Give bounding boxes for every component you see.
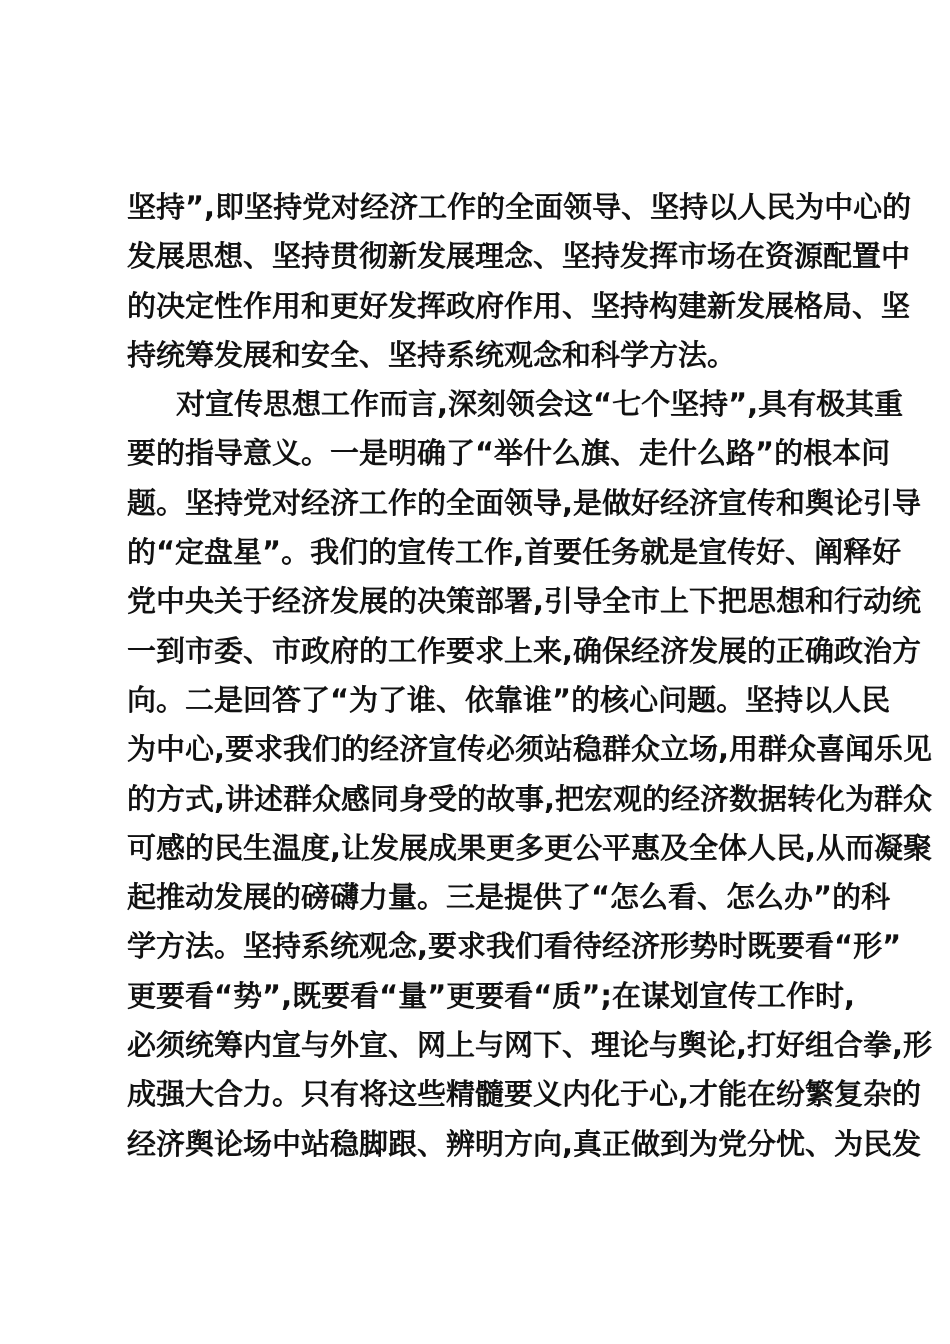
text-line: 向。二是回答了“为了谁、依靠谁”的核心问题。坚持以人民 [127,682,891,717]
body-text [127,183,933,1169]
text-line: 学方法。坚持系统观念,要求我们看待经济形势时既要看“形” [127,929,902,964]
text-line: 可感的民生温度,让发展成果更多更公平惠及全体人民,从而凝聚 [127,830,933,865]
text-line: 为中心,要求我们的经济宣传必须站稳群众立场,用群众喜闻乐见 [127,732,933,767]
paragraph-2 [127,380,933,1169]
text-line: 的“定盘星”。我们的宣传工作,首要任务就是宣传好、阐释好 [127,535,902,570]
text-line: 成强大合力。只有将这些精髓要义内化于心,才能在纷繁复杂的 [127,1077,922,1112]
text-line: 起推动发展的磅礴力量。三是提供了“怎么看、怎么办”的科 [127,880,891,915]
text-line: 一到市委、市政府的工作要求上来,确保经济发展的正确政治方 [127,633,922,668]
text-line: 对宣传思想工作而言,深刻领会这“七个坚持”,具有极其重 [176,387,904,422]
text-line: 的决定性作用和更好发挥政府作用、坚持构建新发展格局、坚 [127,288,911,323]
text-line: 持统筹发展和安全、坚持系统观念和科学方法。 [127,337,737,372]
text-line: 坚持”,即坚持党对经济工作的全面领导、坚持以人民为中心的 [127,190,912,224]
text-line: 更要看“势”,既要看“量”更要看“质”;在谋划宣传工作时, [127,978,855,1013]
text-line: 必须统筹内宣与外宣、网上与网下、理论与舆论,打好组合拳,形 [127,1028,933,1063]
text-line: 经济舆论场中站稳脚跟、辨明方向,真正做到为党分忧、为民发 [127,1126,922,1161]
text-line: 的方式,讲述群众感同身受的故事,把宏观的经济数据转化为群众 [127,781,933,816]
text-line: 要的指导意义。一是明确了“举什么旗、走什么路”的根本问 [127,436,891,471]
paragraph-1 [127,183,912,380]
text-line: 发展思想、坚持贯彻新发展理念、坚持发挥市场在资源配置中 [127,239,911,274]
text-line: 题。坚持党对经济工作的全面领导,是做好经济宣传和舆论引导 [127,485,922,520]
text-line: 党中央关于经济发展的决策部署,引导全市上下把思想和行动统 [127,584,922,619]
